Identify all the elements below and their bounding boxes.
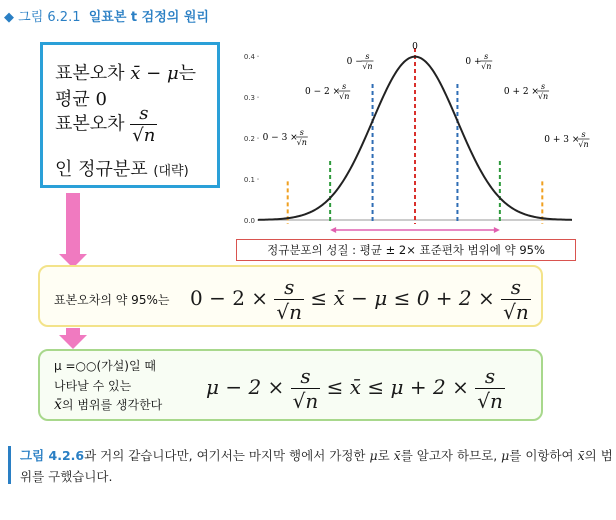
range-arrow-left-head [330, 227, 336, 233]
vline-label-frac-num: s [365, 52, 370, 61]
box1-line3: 표본오차 $\frac{s}{√n}$ [55, 103, 156, 146]
y-tick-label: 0.2 [243, 135, 255, 144]
y-tick-label: 0.4 [243, 53, 255, 62]
vline-label-frac-den: √n [481, 62, 492, 71]
hypothesis-range-box [38, 349, 543, 421]
sampling-error-box [38, 265, 543, 327]
y-tick-label: 0.3 [243, 94, 255, 103]
vline-label-m3 [263, 128, 308, 147]
range-arrow-right-head [494, 227, 500, 233]
caption-title: 일표본 t 검정의 원리 [88, 10, 209, 25]
box2-label: 표본오차의 약 95%는 [54, 293, 170, 307]
distribution-box [40, 42, 220, 188]
vline-label-text: 0 + [465, 57, 482, 67]
box3-equation: μ − 2 × $\frac{s}{√n}$ ≤ x̄ ≤ μ + 2 × $\frac{s}{√n}$ [206, 364, 503, 413]
box3-line2: 나타날 수 있는 [54, 379, 132, 393]
vline-label-frac-den: √n [362, 62, 373, 71]
y-tick-label: 0.1 [243, 176, 255, 185]
vline-label-text: 0 + 3 × [544, 135, 580, 145]
vline-label-frac-num: s [299, 128, 304, 137]
paragraph-accent-bar [8, 446, 11, 484]
vline-label-frac-den: √n [537, 92, 549, 101]
vline-label-p2 [504, 82, 549, 101]
box1-line4: 인 정규분포 (대략) [55, 159, 189, 180]
vline-label-frac-num: s [484, 52, 489, 61]
vline-label-p1 [465, 52, 492, 71]
box1-fraction: $\frac{s}{√n}$ [132, 103, 156, 146]
body-paragraph: 그림 4.2.6과 거의 같습니다만, 여기서는 마지막 행에서 가정한 μ로 x̄를 알고자 하므로, μ를 이항하여 x̄의 범위를 구했습니다. [20, 448, 613, 484]
box2-equation: 0 − 2 × $\frac{s}{√n}$ ≤ x̄ − μ ≤ 0 + 2 × $\frac{s}{√n}$ [190, 275, 529, 324]
vline-label-frac-num: s [541, 82, 546, 91]
vline-label-frac-num: s [581, 130, 586, 139]
vline-label-m2 [305, 82, 350, 101]
vline-label-p0 [412, 42, 418, 52]
arrow-1-body [66, 193, 80, 255]
normal-property-note: 정규분포의 성질 : 평균 ± 2× 표준편차 범위에 약 95% [236, 239, 576, 261]
figure-caption [4, 6, 209, 25]
vline-label-m1 [347, 52, 374, 71]
box3-fraction-right: $\frac{s}{√n}$ [477, 364, 503, 413]
y-tick-label: 0.0 [243, 217, 255, 225]
box3-line3: x̄의 범위를 생각한다 [54, 397, 163, 413]
vline-label-frac-num: s [342, 82, 347, 91]
vline-label-frac-den: √n [296, 138, 307, 147]
arrow-2-head [59, 335, 87, 349]
normal-distribution-chart [232, 42, 589, 238]
box1-line1: 표본오차 x̄ − μ는 [55, 63, 197, 84]
caption-marker: ◆ [4, 10, 14, 25]
vline-label-text: 0 − 2 × [305, 87, 341, 97]
vline-label-text: 0 − [346, 57, 363, 67]
vline-label-text: 0 [412, 42, 418, 52]
box1-line2: 평균 0 [55, 89, 107, 110]
caption-number: 그림 6.2.1 [18, 10, 81, 25]
vline-label-text: 0 − 3 × [262, 133, 298, 143]
figure-reference: 그림 4.2.6 [20, 448, 85, 463]
vline-label-frac-den: √n [339, 92, 350, 101]
box3-fraction-left: $\frac{s}{√n}$ [292, 364, 319, 413]
box2-fraction-left: $\frac{s}{√n}$ [276, 275, 303, 324]
vline-label-frac-den: √n [578, 140, 589, 149]
vline-label-text: 0 + 2 × [503, 87, 539, 97]
box2-fraction-right: $\frac{s}{√n}$ [503, 275, 529, 324]
vline-label-p3 [544, 130, 589, 149]
box3-line1: μ =○○(가설)일 때 [54, 359, 156, 373]
